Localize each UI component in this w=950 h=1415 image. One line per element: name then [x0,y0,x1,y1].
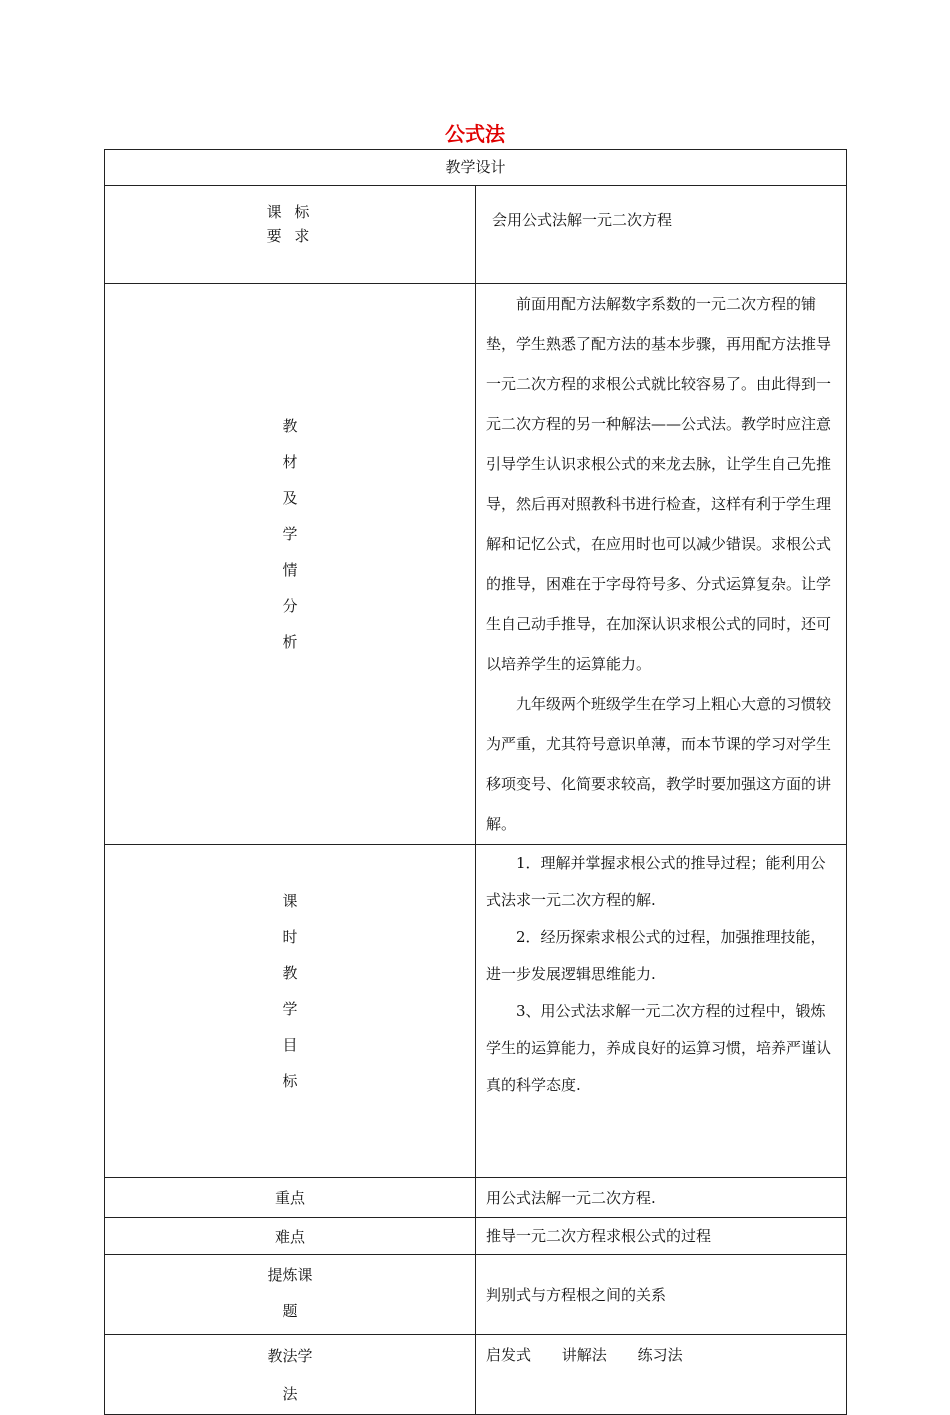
difficulty-row [105,1218,847,1255]
lesson-goals-row [105,845,847,1178]
topic-label-line1: 提炼课 [267,1266,313,1284]
document-title: 公式法 [445,122,505,146]
analysis-row [105,284,847,845]
analysis-label [105,284,476,845]
lesson-goals-label-char: 课 [282,892,298,910]
key-point-row [105,1178,847,1218]
lesson-goals-label-char: 标 [282,1072,298,1090]
lesson-goals-label-char: 目 [282,1036,298,1054]
teaching-method-row [105,1335,847,1415]
lesson-goal-item: 1．理解并掌握求根公式的推导过程；能利用公式法求一元二次方程的解. [486,854,826,909]
difficulty-text: 推导一元二次方程求根公式的过程 [486,1227,712,1245]
analysis-label-char: 教 [282,417,298,435]
teaching-method-content [476,1335,847,1415]
lesson-design-table [104,149,847,1415]
lesson-goal-item: 3、用公式法求解一元二次方程的过程中，锻炼学生的运算能力，养成良好的运算习惯，培养严谨认真的科学态度. [486,1002,832,1094]
lesson-goal-item: 2．经历探索求根公式的过程，加强推理技能，进一步发展逻辑思维能力. [486,928,826,983]
teaching-method-label-line1: 教法学 [267,1347,313,1365]
topic-label [105,1255,476,1335]
difficulty-content [476,1218,847,1255]
teaching-method-item: 启发式 [486,1346,532,1364]
topic-content [476,1255,847,1335]
curriculum-standard-label-line2: 要 求 [266,227,314,245]
teaching-method-item: 讲解法 [561,1346,607,1364]
analysis-label-char: 及 [282,489,298,507]
curriculum-standard-row [105,186,847,284]
teaching-method-label [105,1335,476,1415]
lesson-goals-label-char: 学 [282,1000,298,1018]
curriculum-standard-content [476,186,847,284]
analysis-label-char: 析 [282,633,298,651]
key-point-content [476,1178,847,1218]
topic-row [105,1255,847,1335]
curriculum-standard-text: 会用公式法解一元二次方程 [492,211,673,229]
table-header-cell: 教学设计 [105,150,847,186]
key-point-label: 重点 [105,1178,476,1218]
topic-text: 判别式与方程根之间的关系 [486,1285,667,1304]
key-point-text: 用公式法解一元二次方程. [486,1188,656,1207]
lesson-goals-label-char: 教 [282,964,298,982]
analysis-label-char: 材 [282,453,298,471]
lesson-goals-label [105,845,476,1178]
analysis-label-char: 情 [282,561,298,579]
curriculum-standard-label-line1: 课 标 [266,203,314,221]
analysis-content [476,284,847,845]
analysis-paragraph-1: 前面用配方法解数字系数的一元二次方程的铺垫，学生熟悉了配方法的基本步骤，再用配方法推导一元二次方程的求根公式就比较容易了。由此得到一元二次方程的另一种解法——公式法。教学时应注意引导学生认识求根公式的来龙去脉，让学生自己先推导，然后再对照教科书进行检查，这样有利于学生理解和记忆公式，在应用时也可以减少错误。求根公式的推导，困难在于字母符号多、分式运算复杂。让学生自己动手推导，在加深认识求根公式的同时，还可以培养学生的运算能力。 [486,295,832,673]
lesson-goals-content [476,845,847,1178]
curriculum-standard-label [105,186,476,284]
analysis-label-char: 分 [282,597,298,615]
analysis-label-char: 学 [282,525,298,543]
analysis-paragraph-2: 九年级两个班级学生在学习上粗心大意的习惯较为严重，尤其符号意识单薄，而本节课的学习对学生移项变号、化简要求较高，教学时要加强这方面的讲解。 [486,695,832,833]
topic-label-line2: 题 [282,1302,298,1320]
teaching-method-label-line2: 法 [282,1385,298,1403]
table-header-row [105,150,847,186]
lesson-goals-label-char: 时 [282,928,298,946]
teaching-method-item: 练习法 [637,1346,683,1364]
difficulty-label: 难点 [105,1218,476,1255]
